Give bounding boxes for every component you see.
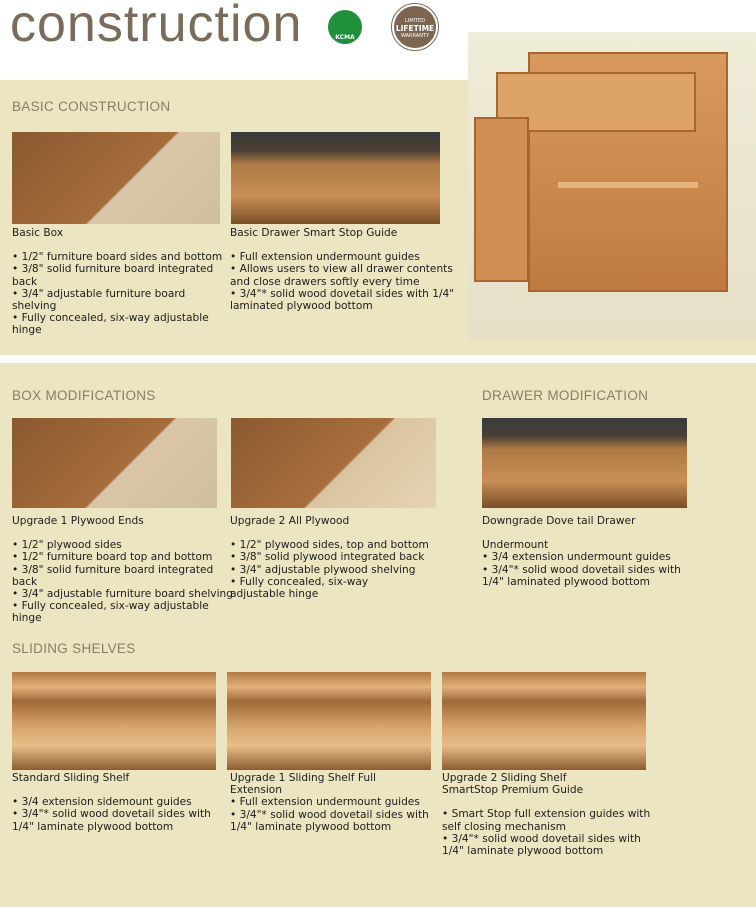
subtitle: Undermount (482, 539, 549, 552)
tree-icon (328, 10, 362, 44)
bullet: • 3/4"* solid wood dovetail sides with 1/4" laminate plywood bottom (442, 832, 641, 858)
standard-shelf-text (12, 772, 222, 833)
bullet: • 3/4" adjustable plywood shelving (230, 563, 416, 576)
caption: Basic Box (12, 227, 64, 239)
warranty-top: LIMITED (404, 18, 426, 24)
bullet: • 3/4"* solid wood dovetail sides with 1/4" laminated plywood bottom (482, 563, 681, 588)
bullet: • 1/2" furniture board sides and bottom (12, 251, 223, 264)
bullet: • 3/4"* solid wood dovetail sides with 1/4" laminate plywood bottom (230, 808, 429, 833)
warranty-badge (392, 4, 438, 50)
kcma-logo (320, 4, 370, 50)
dovetail-text (482, 515, 692, 588)
bullet: • 1/2" furniture board top and bottom (12, 551, 213, 564)
cabinet-image (468, 32, 756, 340)
basic-drawer-image (231, 132, 440, 224)
bullet: • 3/8" solid furniture board integrated back (12, 563, 214, 588)
bullet: • Allows users to view all drawer contents and close drawers softly every time (230, 263, 453, 288)
kcma-label: KCMA (335, 34, 355, 41)
bullet: • 3/4 extension undermount guides (482, 551, 671, 564)
caption: Upgrade 1 Plywood Ends (12, 515, 144, 527)
upgrade1-text (12, 515, 234, 625)
upgrade1-shelf-text (230, 772, 435, 833)
standard-shelf-image (12, 672, 216, 770)
bullet: • Fully concealed, six-way adjustable hinge (12, 312, 209, 337)
bullet: • 3/4 extension sidemount guides (12, 796, 192, 809)
caption: Downgrade Dove tail Drawer (482, 515, 636, 527)
dovetail-drawer-image (482, 418, 687, 508)
section-heading: DRAWER MODIFICATION (482, 388, 649, 403)
upgrade1-image (12, 418, 217, 508)
section-heading: BOX MODIFICATIONS (12, 388, 156, 403)
section-heading: BASIC CONSTRUCTION (12, 99, 171, 114)
bullet: • 1/2" plywood sides, top and bottom (230, 539, 429, 552)
warranty-bottom: WARRANTY (400, 33, 430, 39)
basic-drawer-text (230, 227, 455, 312)
bullet: • Full extension undermount guides (230, 796, 420, 809)
bullet: • 3/4" adjustable furniture board shelving (12, 287, 186, 313)
warranty-mid: LIFETIME (395, 24, 435, 33)
upgrade2-image (231, 418, 436, 508)
caption: Upgrade 2 Sliding Shelf SmartStop Premium Guide (442, 772, 584, 797)
caption: Basic Drawer Smart Stop Guide (230, 227, 398, 239)
basic-box-text (12, 227, 228, 337)
bullet: • Smart Stop full extension guides with self closing mechanism (442, 808, 651, 833)
bullet: • 3/4"* solid wood dovetail sides with 1/4" laminated plywood bottom (230, 287, 455, 313)
bullet: • 3/8" solid furniture board integrated back (12, 263, 214, 288)
caption: Standard Sliding Shelf (12, 772, 130, 784)
caption: Upgrade 2 All Plywood (230, 515, 350, 527)
upgrade1-shelf-image (227, 672, 431, 770)
page-title: construction (10, 0, 303, 53)
caption: Upgrade 1 Sliding Shelf Full Extension (230, 772, 376, 797)
bullet: • Fully concealed, six-way adjustable hinge (12, 600, 209, 625)
upgrade2-text (230, 515, 452, 600)
bullet: • Fully concealed, six-way adjustable hinge (230, 575, 369, 601)
bullet: • Full extension undermount guides (230, 251, 420, 264)
bullet: • 3/4"* solid wood dovetail sides with 1/4" laminate plywood bottom (12, 808, 211, 833)
section-heading: SLIDING SHELVES (12, 641, 136, 656)
upgrade2-shelf-image (442, 672, 646, 770)
bullet: • 3/8" solid plywood integrated back (230, 551, 425, 564)
upgrade2-shelf-text (442, 772, 657, 857)
bullet: • 1/2" plywood sides (12, 539, 122, 552)
basic-box-image (12, 132, 220, 224)
bullet: • 3/4" adjustable furniture board shelving (12, 588, 233, 601)
